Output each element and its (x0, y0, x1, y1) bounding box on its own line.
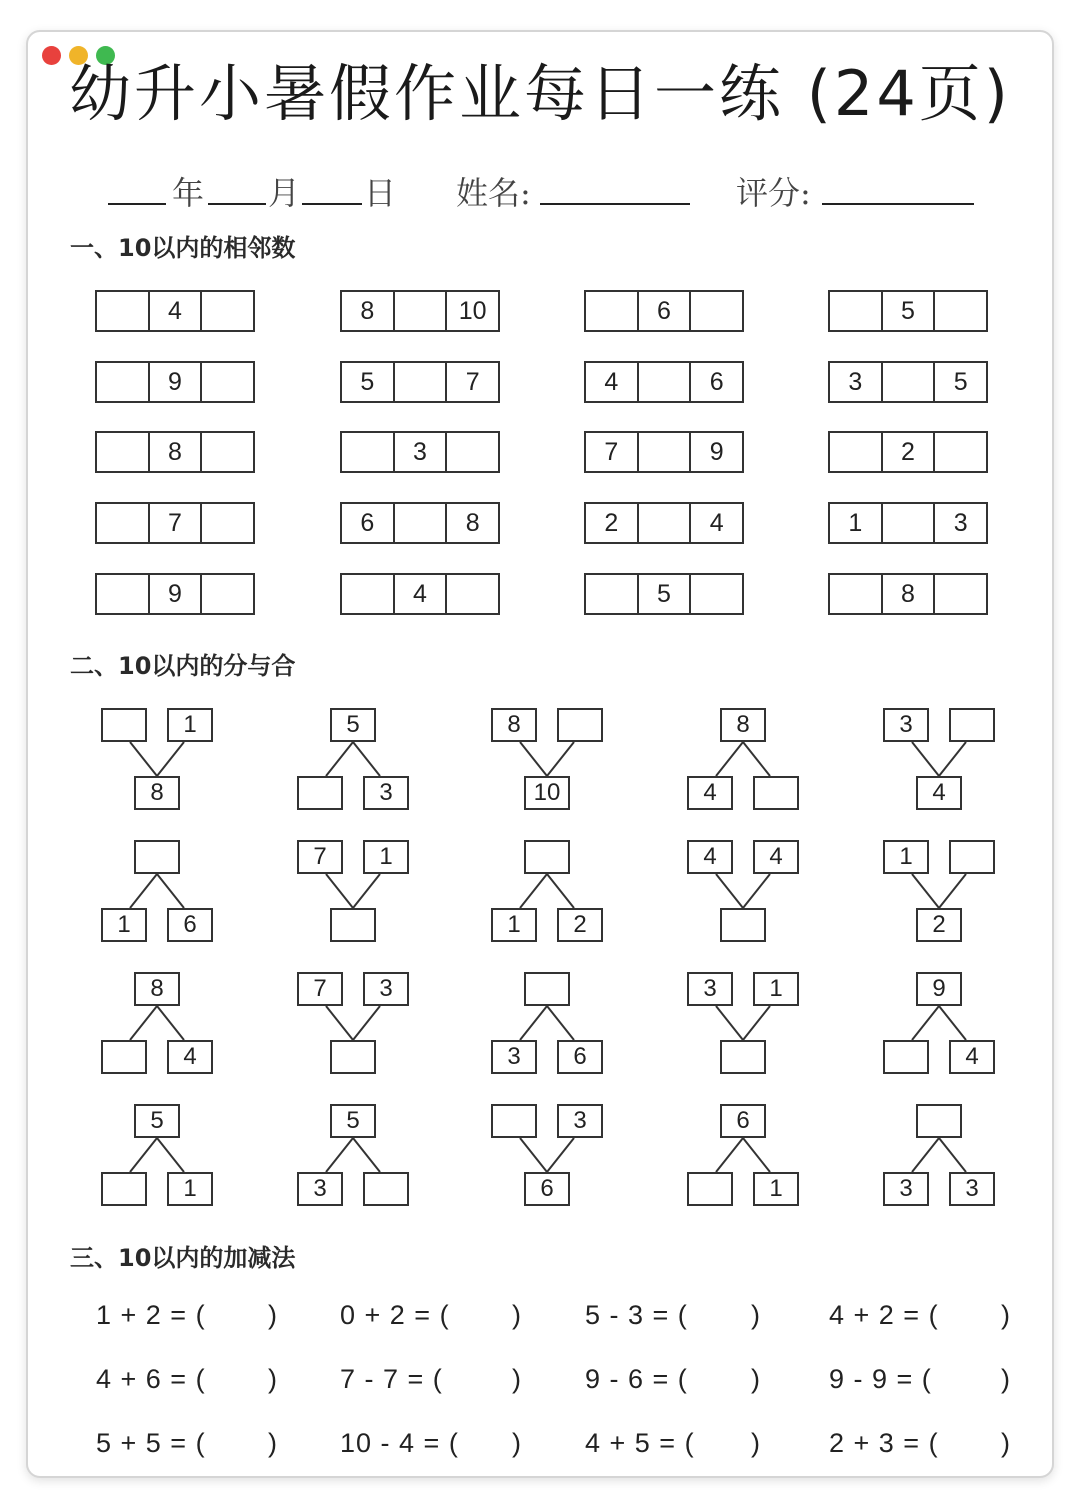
connector-line (547, 874, 574, 908)
blank-answer-cell[interactable] (200, 433, 253, 471)
connector-line (326, 874, 353, 908)
number-box: 4 (167, 1040, 213, 1074)
blank-answer-cell[interactable] (200, 504, 253, 542)
neighbor-box-group (95, 361, 255, 403)
connector-line (716, 1138, 743, 1172)
blank-answer-cell[interactable] (830, 433, 881, 471)
neighbor-box-group (584, 290, 744, 332)
blank-answer-box[interactable] (949, 840, 995, 874)
split-diagram (883, 1104, 995, 1208)
answer-close-paren: ) (1001, 1428, 1011, 1458)
equation-item (585, 1300, 775, 1340)
connector-line (939, 874, 966, 908)
combine-diagram (687, 840, 799, 944)
number-box: 9 (916, 972, 962, 1006)
connector-line (326, 742, 353, 776)
split-diagram (297, 708, 409, 812)
equation-text: 4 + 2 = ( (829, 1300, 939, 1330)
answer-close-paren: ) (1001, 1364, 1011, 1394)
equation-text: 10 - 4 = ( (340, 1428, 459, 1458)
connector-line (326, 1138, 353, 1172)
number-box: 1 (363, 840, 409, 874)
day-label: 日 (364, 174, 397, 212)
blank-answer-box[interactable] (101, 1172, 147, 1206)
given-number-cell: 7 (445, 363, 498, 401)
score-blank (822, 203, 974, 205)
blank-answer-cell[interactable] (97, 292, 148, 330)
number-box: 3 (557, 1104, 603, 1138)
equation-text: 4 + 6 = ( (96, 1364, 206, 1394)
given-number-cell: 9 (148, 363, 201, 401)
combine-diagram (101, 708, 213, 812)
blank-answer-box[interactable] (297, 776, 343, 810)
split-diagram (297, 1104, 409, 1208)
blank-answer-cell[interactable] (830, 575, 881, 613)
connector-line (716, 874, 743, 908)
answer-close-paren: ) (268, 1364, 278, 1394)
combine-diagram (297, 972, 409, 1076)
connector-line (743, 742, 770, 776)
equation-item (96, 1300, 286, 1340)
blank-answer-cell[interactable] (637, 433, 690, 471)
number-box: 7 (297, 972, 343, 1006)
neighbor-box-group (95, 431, 255, 473)
number-box: 3 (491, 1040, 537, 1074)
number-box: 10 (524, 776, 570, 810)
number-box: 6 (720, 1104, 766, 1138)
split-diagram (687, 1104, 799, 1208)
blank-answer-box[interactable] (524, 972, 570, 1006)
number-box: 5 (330, 708, 376, 742)
blank-answer-box[interactable] (363, 1172, 409, 1206)
blank-answer-box[interactable] (949, 708, 995, 742)
section1-title: 一、10以内的相邻数 (70, 234, 296, 262)
blank-answer-box[interactable] (720, 908, 766, 942)
connector-line (716, 742, 743, 776)
blank-answer-cell[interactable] (200, 292, 253, 330)
connector-line (520, 1006, 547, 1040)
neighbor-box-group (828, 573, 988, 615)
equation-item (585, 1364, 775, 1404)
connector-line (326, 1006, 353, 1040)
number-box: 1 (753, 1172, 799, 1206)
blank-answer-box[interactable] (524, 840, 570, 874)
neighbor-box-group (340, 431, 500, 473)
combine-diagram (297, 840, 409, 944)
blank-answer-cell[interactable] (97, 363, 148, 401)
given-number-cell: 6 (689, 363, 742, 401)
blank-answer-cell[interactable] (393, 292, 446, 330)
number-box: 4 (949, 1040, 995, 1074)
blank-answer-cell[interactable] (637, 363, 690, 401)
equation-item (585, 1428, 775, 1468)
blank-answer-cell[interactable] (830, 292, 881, 330)
number-box: 4 (753, 840, 799, 874)
neighbor-box-group (828, 290, 988, 332)
given-number-cell: 6 (637, 292, 690, 330)
equation-text: 9 - 6 = ( (585, 1364, 688, 1394)
blank-answer-cell[interactable] (393, 504, 446, 542)
neighbor-box-group (828, 361, 988, 403)
number-box: 6 (524, 1172, 570, 1206)
given-number-cell: 2 (604, 508, 619, 537)
given-number-cell: 4 (393, 575, 446, 613)
blank-answer-cell[interactable] (637, 504, 690, 542)
connector-line (353, 874, 380, 908)
number-box: 1 (753, 972, 799, 1006)
given-number-cell: 3 (393, 433, 446, 471)
connector-line (912, 742, 939, 776)
equation-text: 7 - 7 = ( (340, 1364, 443, 1394)
blank-answer-cell[interactable] (445, 433, 498, 471)
blank-answer-cell[interactable] (200, 575, 253, 613)
number-box: 4 (687, 776, 733, 810)
answer-close-paren: ) (268, 1428, 278, 1458)
number-box: 1 (101, 908, 147, 942)
split-diagram (101, 1104, 213, 1208)
answer-close-paren: ) (268, 1300, 278, 1330)
number-box: 3 (363, 776, 409, 810)
year-blank (108, 203, 166, 205)
combine-diagram (687, 972, 799, 1076)
blank-answer-cell[interactable] (881, 363, 934, 401)
number-box: 1 (167, 1172, 213, 1206)
connector-line (520, 742, 547, 776)
answer-close-paren: ) (512, 1300, 522, 1330)
connector-line (353, 742, 380, 776)
blank-answer-box[interactable] (687, 1172, 733, 1206)
number-box: 8 (720, 708, 766, 742)
connector-line (157, 1006, 184, 1040)
combine-diagram (883, 708, 995, 812)
given-number-cell: 9 (689, 433, 742, 471)
connector-line (157, 1138, 184, 1172)
given-number-cell: 2 (881, 433, 934, 471)
given-number-cell: 5 (360, 367, 375, 396)
split-diagram (491, 840, 603, 944)
blank-answer-cell[interactable] (933, 292, 986, 330)
number-box: 3 (883, 708, 929, 742)
connector-line (939, 1138, 966, 1172)
blank-answer-cell[interactable] (881, 504, 934, 542)
blank-answer-cell[interactable] (342, 433, 393, 471)
blank-answer-cell[interactable] (586, 292, 637, 330)
number-box: 3 (883, 1172, 929, 1206)
given-number-cell: 3 (933, 504, 986, 542)
number-box: 1 (167, 708, 213, 742)
day-blank (302, 203, 362, 205)
blank-answer-box[interactable] (557, 708, 603, 742)
section2-title: 二、10以内的分与合 (70, 652, 296, 680)
neighbor-box-group (584, 431, 744, 473)
number-box: 7 (297, 840, 343, 874)
month-blank (208, 203, 266, 205)
split-diagram (883, 972, 995, 1076)
number-box: 6 (557, 1040, 603, 1074)
given-number-cell: 6 (360, 508, 375, 537)
number-box: 5 (330, 1104, 376, 1138)
number-box: 8 (491, 708, 537, 742)
number-box: 4 (687, 840, 733, 874)
equation-text: 0 + 2 = ( (340, 1300, 450, 1330)
given-number-cell: 8 (360, 296, 375, 325)
answer-close-paren: ) (512, 1364, 522, 1394)
connector-line (912, 1006, 939, 1040)
connector-line (547, 742, 574, 776)
equation-text: 5 + 5 = ( (96, 1428, 206, 1458)
number-box: 8 (134, 972, 180, 1006)
number-box: 1 (883, 840, 929, 874)
connector-line (130, 742, 157, 776)
blank-answer-box[interactable] (134, 840, 180, 874)
connector-line (743, 1006, 770, 1040)
neighbor-box-group (584, 502, 744, 544)
blank-answer-cell[interactable] (393, 363, 446, 401)
neighbor-box-group (340, 361, 500, 403)
connector-line (130, 1138, 157, 1172)
given-number-cell: 4 (148, 292, 201, 330)
neighbor-box-group (95, 502, 255, 544)
blank-answer-cell[interactable] (97, 433, 148, 471)
connector-line (912, 874, 939, 908)
blank-answer-cell[interactable] (933, 433, 986, 471)
neighbor-box-group (828, 502, 988, 544)
neighbor-box-group (340, 573, 500, 615)
neighbor-box-group (95, 290, 255, 332)
blank-answer-box[interactable] (720, 1040, 766, 1074)
equation-item (340, 1428, 530, 1468)
neighbor-box-group (340, 290, 500, 332)
equation-text: 5 - 3 = ( (585, 1300, 688, 1330)
equation-text: 1 + 2 = ( (96, 1300, 206, 1330)
neighbor-box-group (584, 361, 744, 403)
connector-line (520, 874, 547, 908)
number-box: 6 (167, 908, 213, 942)
connector-line (743, 1138, 770, 1172)
split-diagram (101, 972, 213, 1076)
connector-line (157, 874, 184, 908)
equation-item (829, 1364, 1019, 1404)
connector-line (157, 742, 184, 776)
number-box: 8 (134, 776, 180, 810)
equation-text: 4 + 5 = ( (585, 1428, 695, 1458)
blank-answer-cell[interactable] (933, 575, 986, 613)
neighbor-box-group (584, 573, 744, 615)
blank-answer-cell[interactable] (689, 292, 742, 330)
combine-diagram (883, 840, 995, 944)
neighbor-box-group (340, 502, 500, 544)
blank-answer-cell[interactable] (342, 575, 393, 613)
number-box: 3 (363, 972, 409, 1006)
given-number-cell: 1 (848, 508, 863, 537)
number-box: 1 (491, 908, 537, 942)
number-box: 3 (297, 1172, 343, 1206)
blank-answer-box[interactable] (491, 1104, 537, 1138)
score-label: 评分: (736, 174, 811, 212)
given-number-cell: 4 (689, 504, 742, 542)
blank-answer-cell[interactable] (97, 504, 148, 542)
number-box: 3 (687, 972, 733, 1006)
equation-item (829, 1428, 1019, 1468)
equation-item (96, 1364, 286, 1404)
answer-close-paren: ) (751, 1364, 761, 1394)
split-diagram (101, 840, 213, 944)
blank-answer-box[interactable] (330, 908, 376, 942)
equation-item (340, 1300, 530, 1340)
name-label: 姓名: (456, 174, 531, 212)
given-number-cell: 4 (604, 367, 619, 396)
equation-item (340, 1364, 530, 1404)
blank-answer-box[interactable] (753, 776, 799, 810)
given-number-cell: 8 (148, 433, 201, 471)
answer-close-paren: ) (751, 1300, 761, 1330)
blank-answer-cell[interactable] (689, 575, 742, 613)
connector-line (716, 1006, 743, 1040)
given-number-cell: 7 (604, 437, 619, 466)
blank-answer-cell[interactable] (97, 575, 148, 613)
given-number-cell: 9 (148, 575, 201, 613)
connector-line (520, 1138, 547, 1172)
connector-line (130, 1006, 157, 1040)
given-number-cell: 5 (933, 363, 986, 401)
split-diagram (687, 708, 799, 812)
connector-line (912, 1138, 939, 1172)
number-box: 4 (916, 776, 962, 810)
blank-answer-box[interactable] (101, 708, 147, 742)
neighbor-box-group (828, 431, 988, 473)
equation-text: 2 + 3 = ( (829, 1428, 939, 1458)
connector-line (939, 742, 966, 776)
connector-line (353, 1138, 380, 1172)
answer-close-paren: ) (751, 1428, 761, 1458)
number-box: 5 (134, 1104, 180, 1138)
blank-answer-cell[interactable] (445, 575, 498, 613)
number-box: 2 (557, 908, 603, 942)
equation-item (829, 1300, 1019, 1340)
connector-line (353, 1006, 380, 1040)
connector-line (130, 874, 157, 908)
blank-answer-box[interactable] (330, 1040, 376, 1074)
connector-line (547, 1138, 574, 1172)
equation-text: 9 - 9 = ( (829, 1364, 932, 1394)
blank-answer-box[interactable] (916, 1104, 962, 1138)
given-number-cell: 8 (881, 575, 934, 613)
page-title: 幼升小暑假作业每日一练 (24页) (69, 57, 1011, 130)
combine-diagram (491, 708, 603, 812)
number-box: 2 (916, 908, 962, 942)
split-diagram (491, 972, 603, 1076)
given-number-cell: 5 (637, 575, 690, 613)
connector-line (547, 1006, 574, 1040)
section3-title: 三、10以内的加减法 (70, 1244, 296, 1272)
equation-item (96, 1428, 286, 1468)
blank-answer-cell[interactable] (586, 575, 637, 613)
year-label: 年 (172, 174, 205, 212)
answer-close-paren: ) (512, 1428, 522, 1458)
given-number-cell: 10 (445, 292, 498, 330)
blank-answer-cell[interactable] (200, 363, 253, 401)
blank-answer-box[interactable] (101, 1040, 147, 1074)
given-number-cell: 5 (881, 292, 934, 330)
connector-line (939, 1006, 966, 1040)
blank-answer-box[interactable] (883, 1040, 929, 1074)
month-label: 月 (268, 174, 301, 212)
name-blank (540, 203, 690, 205)
given-number-cell: 3 (848, 367, 863, 396)
combine-diagram (491, 1104, 603, 1208)
given-number-cell: 8 (445, 504, 498, 542)
number-box: 3 (949, 1172, 995, 1206)
answer-close-paren: ) (1001, 1300, 1011, 1330)
neighbor-box-group (95, 573, 255, 615)
given-number-cell: 7 (148, 504, 201, 542)
connector-line (743, 874, 770, 908)
